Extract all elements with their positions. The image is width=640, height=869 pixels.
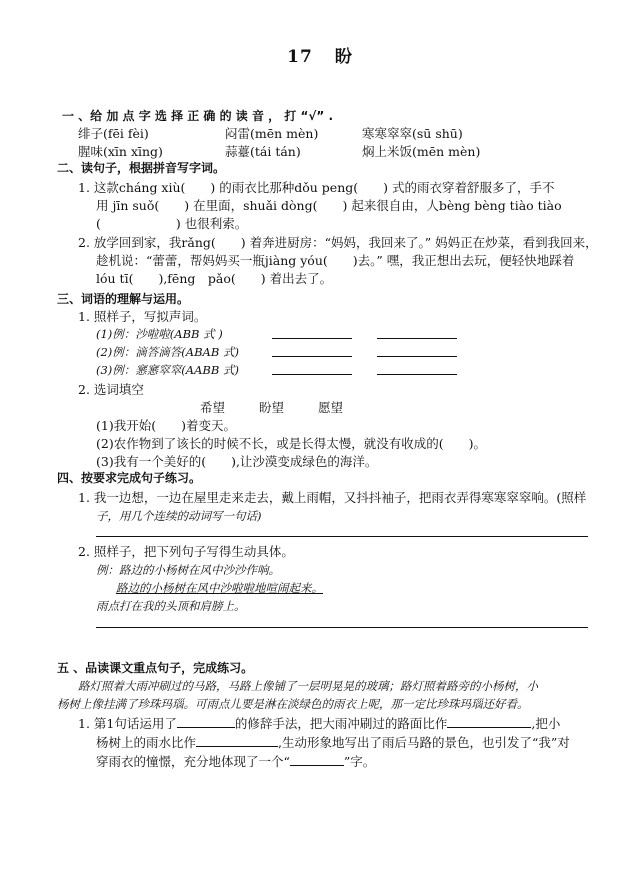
pronunciation-item: 蒜薹(tái tán) xyxy=(225,144,301,159)
question-line xyxy=(96,734,570,751)
section-3-heading: 三、词语的理解与运用。 xyxy=(57,292,190,306)
pinyin-sentence-line: 2. 放学回到家，我rǎng( ) 着奔进厨房：“妈妈，我回来了。” 妈妈正在炒菜，看到我回来， xyxy=(78,235,598,250)
answer-blank[interactable] xyxy=(447,715,531,728)
pronunciation-item: 寒寒窣窣(sū shū) xyxy=(362,126,463,141)
answer-blank[interactable] xyxy=(290,753,344,766)
pinyin-sentence-line: 用 jīn suǒ( ) 在里面，shuǎi dòng( ) 起来很自由，人bèng bèng tiào tiào xyxy=(96,198,562,213)
question-prompt: 2. 照样子，把下列句子写得生动具体。 xyxy=(78,544,294,559)
question-line xyxy=(78,715,560,732)
pronunciation-item: 腥味(xīn xīng) xyxy=(78,144,163,159)
section-5-heading: 五 、品读课文重点句子，完成练习。 xyxy=(57,661,254,675)
question-text: 的修辞手法，把大雨冲刷过的路面比作 xyxy=(234,716,448,731)
word-option: 希望 xyxy=(200,400,226,415)
answer-line[interactable] xyxy=(96,627,588,628)
section-2-heading: 二、读句子，根据拼音写字词。 xyxy=(57,161,226,175)
answer-blank[interactable] xyxy=(272,374,352,375)
pinyin-sentence-line: 趁机说：“蕾蕾，帮妈妈买一瓶jiàng yóu( )去。” 嘿，我正想出去玩，便轻快地踩着 xyxy=(96,253,575,268)
section-1-heading: 一 、给 加 点 字 选 择 正 确 的 读 音 ， 打 “√” . xyxy=(62,109,334,123)
question-text: 杨树上的雨水比作 xyxy=(96,735,197,750)
answer-blank[interactable] xyxy=(196,734,278,747)
fill-in-sentence: (2)农作物到了该长的时候不长，或是长得太慢，就没有收成的( )。 xyxy=(96,436,486,451)
lesson-title xyxy=(0,42,640,67)
example-sentence: 例：路边的小杨树在风中沙沙作响。 xyxy=(96,563,280,577)
lesson-number: 17 xyxy=(287,47,313,67)
fill-in-sentence: (1)我开始( )着变天。 xyxy=(96,418,236,433)
passage-line: 杨树上像挂满了珍珠玛瑙。可雨点儿要是淋在淡绿色的雨衣上呢，那一定比珍珠玛瑙还好看。 xyxy=(57,697,529,711)
example-label: (1)例：沙啦啦(ABB 式 ) xyxy=(96,327,223,341)
answer-blank[interactable] xyxy=(377,338,457,339)
answer-blank[interactable] xyxy=(377,374,457,375)
word-option: 愿望 xyxy=(318,400,344,415)
word-bank xyxy=(200,400,343,416)
example-label: (3)例：窸窸窣窣(AABB 式) xyxy=(96,363,239,377)
question-prompt: 1. 我一边想，一边在屋里走来走去，戴上雨帽，又抖抖袖子，把雨衣弄得寒寒窣窣响。(照样 xyxy=(78,490,587,505)
answer-blank[interactable] xyxy=(272,356,352,357)
passage-line: 路灯照着大雨冲刷过的马路，马路上像铺了一层明晃晃的玻璃；路灯照着路旁的小杨树，小 xyxy=(78,679,538,693)
section-4-heading: 四、按要求完成句子练习。 xyxy=(57,471,202,485)
answer-blank[interactable] xyxy=(377,356,457,357)
answer-line[interactable] xyxy=(96,536,588,537)
question-prompt: 2. 选词填空 xyxy=(78,382,144,397)
pronunciation-item: 焖上米饭(mēn mèn) xyxy=(362,144,481,159)
question-text: 1. 第1句话运用了 xyxy=(78,716,177,731)
given-sentence: 雨点打在我的头顶和肩膀上。 xyxy=(96,599,246,613)
pinyin-sentence-line: 1. 这款cháng xiù( ) 的雨衣比那种dǒu peng( ) 式的雨衣穿着舒服多了，手不 xyxy=(78,180,555,195)
example-label: (2)例：滴答滴答(ABAB 式) xyxy=(96,345,239,359)
example-expanded-sentence xyxy=(116,580,323,596)
question-text: 穿雨衣的憧憬，充分地体现了一个“ xyxy=(96,754,290,769)
fill-in-sentence: (3)我有一个美好的( ),让沙漠变成绿色的海洋。 xyxy=(96,454,378,469)
question-line xyxy=(96,753,375,770)
answer-blank[interactable] xyxy=(177,715,235,728)
question-prompt: 1. 照样子，写拟声词。 xyxy=(78,309,207,324)
question-text: ,生动形象地写出了雨后马路的景色，也引发了“我”对 xyxy=(278,735,570,750)
pinyin-sentence-line: lóu tī( ),fēng pǎo( ) 着出去了。 xyxy=(96,271,333,286)
answer-blank[interactable] xyxy=(272,338,352,339)
question-text: ”字。 xyxy=(343,754,376,769)
underlined-text: 路边的小杨树在风中沙啦啦地喧闹起来。 xyxy=(116,581,323,595)
pronunciation-item: 绯子(fēi fèi) xyxy=(78,126,149,141)
word-option: 盼望 xyxy=(259,400,285,415)
question-instruction: 子，用几个连续的动词写一句话) xyxy=(96,509,262,523)
pinyin-sentence-line: ( ) 也很利索。 xyxy=(96,216,248,231)
lesson-name: 盼 xyxy=(334,47,353,67)
question-text: ,把小 xyxy=(531,716,561,731)
pronunciation-item: 闷雷(mēn mèn) xyxy=(225,126,319,141)
